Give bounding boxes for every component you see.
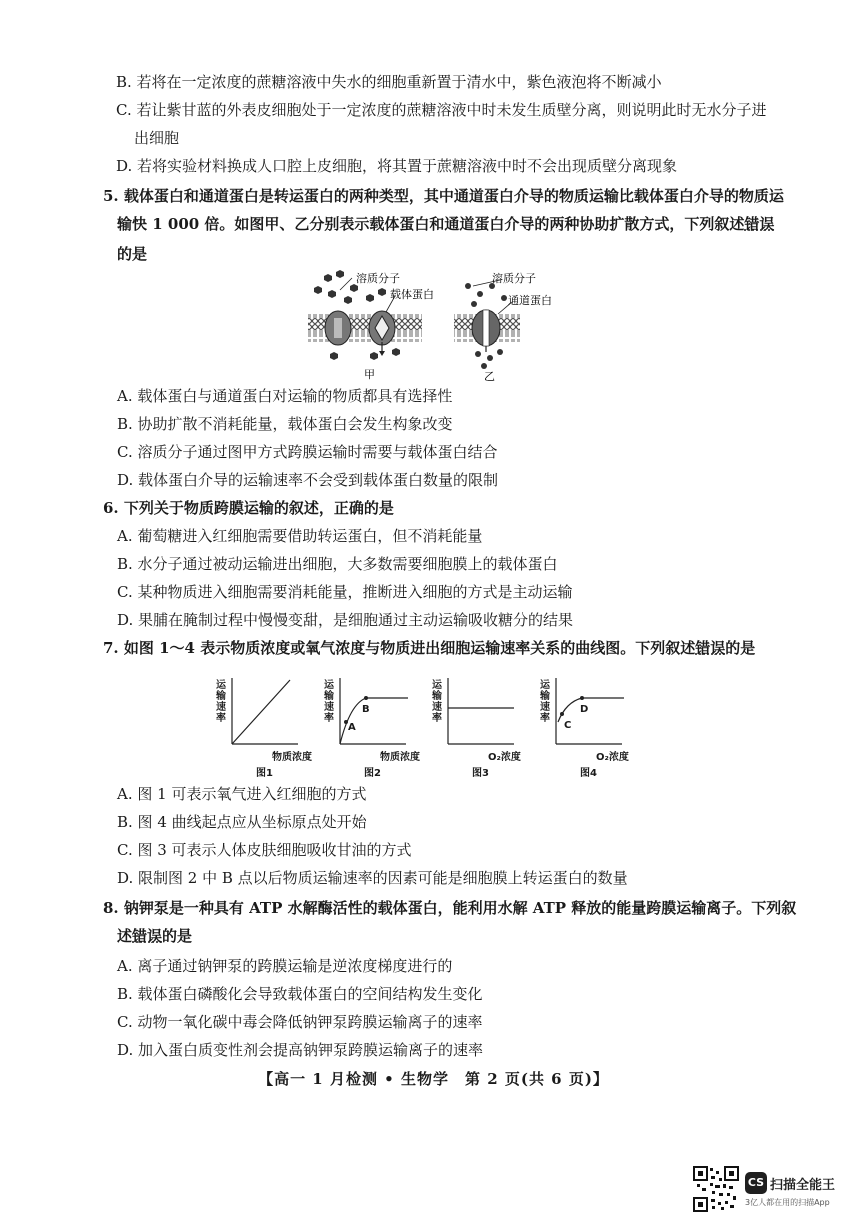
graph1-ylabel-1: 运输速率 [216, 680, 226, 724]
label-solute-b: 溶质分子 [492, 272, 536, 285]
graph3-caption: 图3 [472, 768, 489, 779]
caption-yi: 乙 [484, 370, 495, 383]
q7-stem-text: 7. 如图 1～4 表示物质浓度或氧气浓度与物质进出细胞运输速率关系的曲线图。下列叙述 [103, 639, 696, 657]
q5-stem-line1: 5. 载体蛋白和通道蛋白是转运蛋白的两种类型，其中通道蛋白介导的物质运输比载体蛋白介导的物质运 [103, 187, 784, 205]
graph-3 [431, 678, 521, 779]
q8-stem-end: 的是 [162, 927, 193, 945]
q8-option-c: C. 动物一氧化碳中毒会降低钠钾泵跨膜运输离子的速率 [117, 1013, 483, 1031]
q8-stem-text: 述 [117, 927, 133, 945]
graph4-point-c: C [564, 720, 572, 731]
graph2-point-a: A [348, 722, 356, 733]
graph-2 [323, 678, 420, 779]
carrier-protein-open [369, 311, 395, 345]
q5-option-c: C. 溶质分子通过图甲方式跨膜运输时需要与载体蛋白结合 [117, 443, 498, 461]
graph2-xlabel: 物质浓度 [380, 752, 420, 763]
q5-stem-line2 [117, 214, 774, 234]
carrier-protein-closed [325, 311, 351, 345]
caption-jia: 甲 [364, 368, 375, 381]
q8-option-b: B. 载体蛋白磷酸化会导致载体蛋白的空间结构发生变化 [117, 985, 483, 1003]
q4-option-c-line2: 出细胞 [134, 129, 180, 147]
graph2-caption: 图2 [364, 768, 381, 779]
graph3-ylabel: 运输速率 [432, 680, 442, 724]
q8-option-d: D. 加入蛋白质变性剂会提高钠钾泵跨膜运输离子的速率 [117, 1041, 484, 1059]
q6-option-b: B. 水分子通过被动运输进出细胞，大多数需要细胞膜上的载体蛋白 [117, 555, 558, 573]
q6-option-d: D. 果脯在腌制过程中慢慢变甜，是细胞通过主动运输吸收糖分的结果 [117, 611, 574, 629]
graph4-point-d: D [580, 704, 589, 715]
graph2-ylabel: 运输速率 [324, 680, 334, 724]
graph1-curve [232, 680, 290, 744]
qr-code-icon [693, 1166, 739, 1212]
q6-stem: 6. 下列关于物质跨膜运输的叙述，正确的是 [103, 499, 394, 517]
q8-emphasis-cuowu: 错误 [132, 927, 163, 945]
q7-option-b: B. 图 4 曲线起点应从坐标原点处开始 [117, 813, 367, 831]
q4-option-b: B. 若将在一定浓度的蔗糖溶液中失水的细胞重新置于清水中，紫色液泡将不断减小 [116, 73, 662, 91]
q5-option-a: A. 载体蛋白与通道蛋白对运输的物质都具有选择性 [117, 387, 453, 405]
q8-stem-line1: 8. 钠钾泵是一种具有 ATP 水解酶活性的载体蛋白，能利用水解 ATP 释放的能量跨膜运输离子。下列叙 [103, 899, 797, 917]
graph4-xlabel: O₂浓度 [596, 752, 629, 763]
label-carrier-protein: 载体蛋白 [390, 288, 434, 301]
q5-stem-line3: 的是 [117, 245, 148, 263]
q7-stem [103, 638, 755, 658]
graph2-curve [340, 698, 408, 744]
q4-option-d: D. 若将实验材料换成人口腔上皮细胞，将其置于蔗糖溶液中时不会出现质壁分离现象 [116, 157, 678, 175]
camscanner-logo-icon: CS [745, 1172, 767, 1194]
graph1-caption: 图1 [256, 768, 273, 779]
graph4-curve [558, 698, 624, 722]
page-footer: 【高一 1 月检测 • 生物学 第 2 页(共 6 页)】 [258, 1070, 609, 1088]
graph2-point-b: B [362, 704, 370, 715]
q6-option-a: A. 葡萄糖进入红细胞需要借助转运蛋白，但不消耗能量 [117, 527, 483, 545]
scanner-slogan: 3亿人都在用的扫描App [745, 1198, 830, 1207]
q8-option-a: A. 离子通过钠钾泵的跨膜运输是逆浓度梯度进行的 [117, 957, 453, 975]
graph4-caption: 图4 [580, 768, 597, 779]
q8-stem-line2 [117, 926, 192, 946]
q7-option-c: C. 图 3 可表示人体皮肤细胞吸收甘油的方式 [117, 841, 412, 859]
q5-emphasis-cuowu: 错误 [744, 215, 775, 233]
q7-option-a: A. 图 1 可表示氧气进入红细胞的方式 [117, 785, 367, 803]
q5-stem-text: 输快 1 000 倍。如图甲、乙分别表示载体蛋白和通道蛋白介导的两种协助扩散方式，下列叙述 [117, 215, 745, 233]
q7-emphasis-cuowu: 错误 [695, 639, 726, 657]
q7-stem-end: 的是 [725, 639, 756, 657]
graph4-ylabel: 运输速率 [540, 680, 550, 724]
q5-option-d: D. 载体蛋白介导的运输速率不会受到载体蛋白数量的限制 [117, 471, 499, 489]
label-channel-protein: 通道蛋白 [508, 294, 552, 307]
graph3-xlabel: O₂浓度 [488, 752, 521, 763]
label-solute-a: 溶质分子 [356, 272, 400, 285]
scanner-watermark [745, 1172, 835, 1208]
graph-4 [539, 678, 629, 779]
q7-graphs [214, 672, 664, 782]
channel-protein [472, 310, 500, 346]
q6-option-c: C. 某种物质进入细胞需要消耗能量，推断进入细胞的方式是主动运输 [117, 583, 573, 601]
q7-option-d: D. 限制图 2 中 B 点以后物质运输速率的因素可能是细胞膜上转运蛋白的数量 [117, 869, 628, 887]
graph1-xlabel: 物质浓度 [272, 752, 312, 763]
membrane-transport-figure [300, 268, 552, 384]
graph-1 [215, 678, 312, 779]
q5-option-b: B. 协助扩散不消耗能量，载体蛋白会发生构象改变 [117, 415, 453, 433]
q4-option-c-line1: C. 若让紫甘蓝的外表皮细胞处于一定浓度的蔗糖溶液中时未发生质壁分离，则说明此时无水分子进 [116, 101, 767, 119]
scanner-app-name: 扫描全能王 [770, 1177, 836, 1193]
